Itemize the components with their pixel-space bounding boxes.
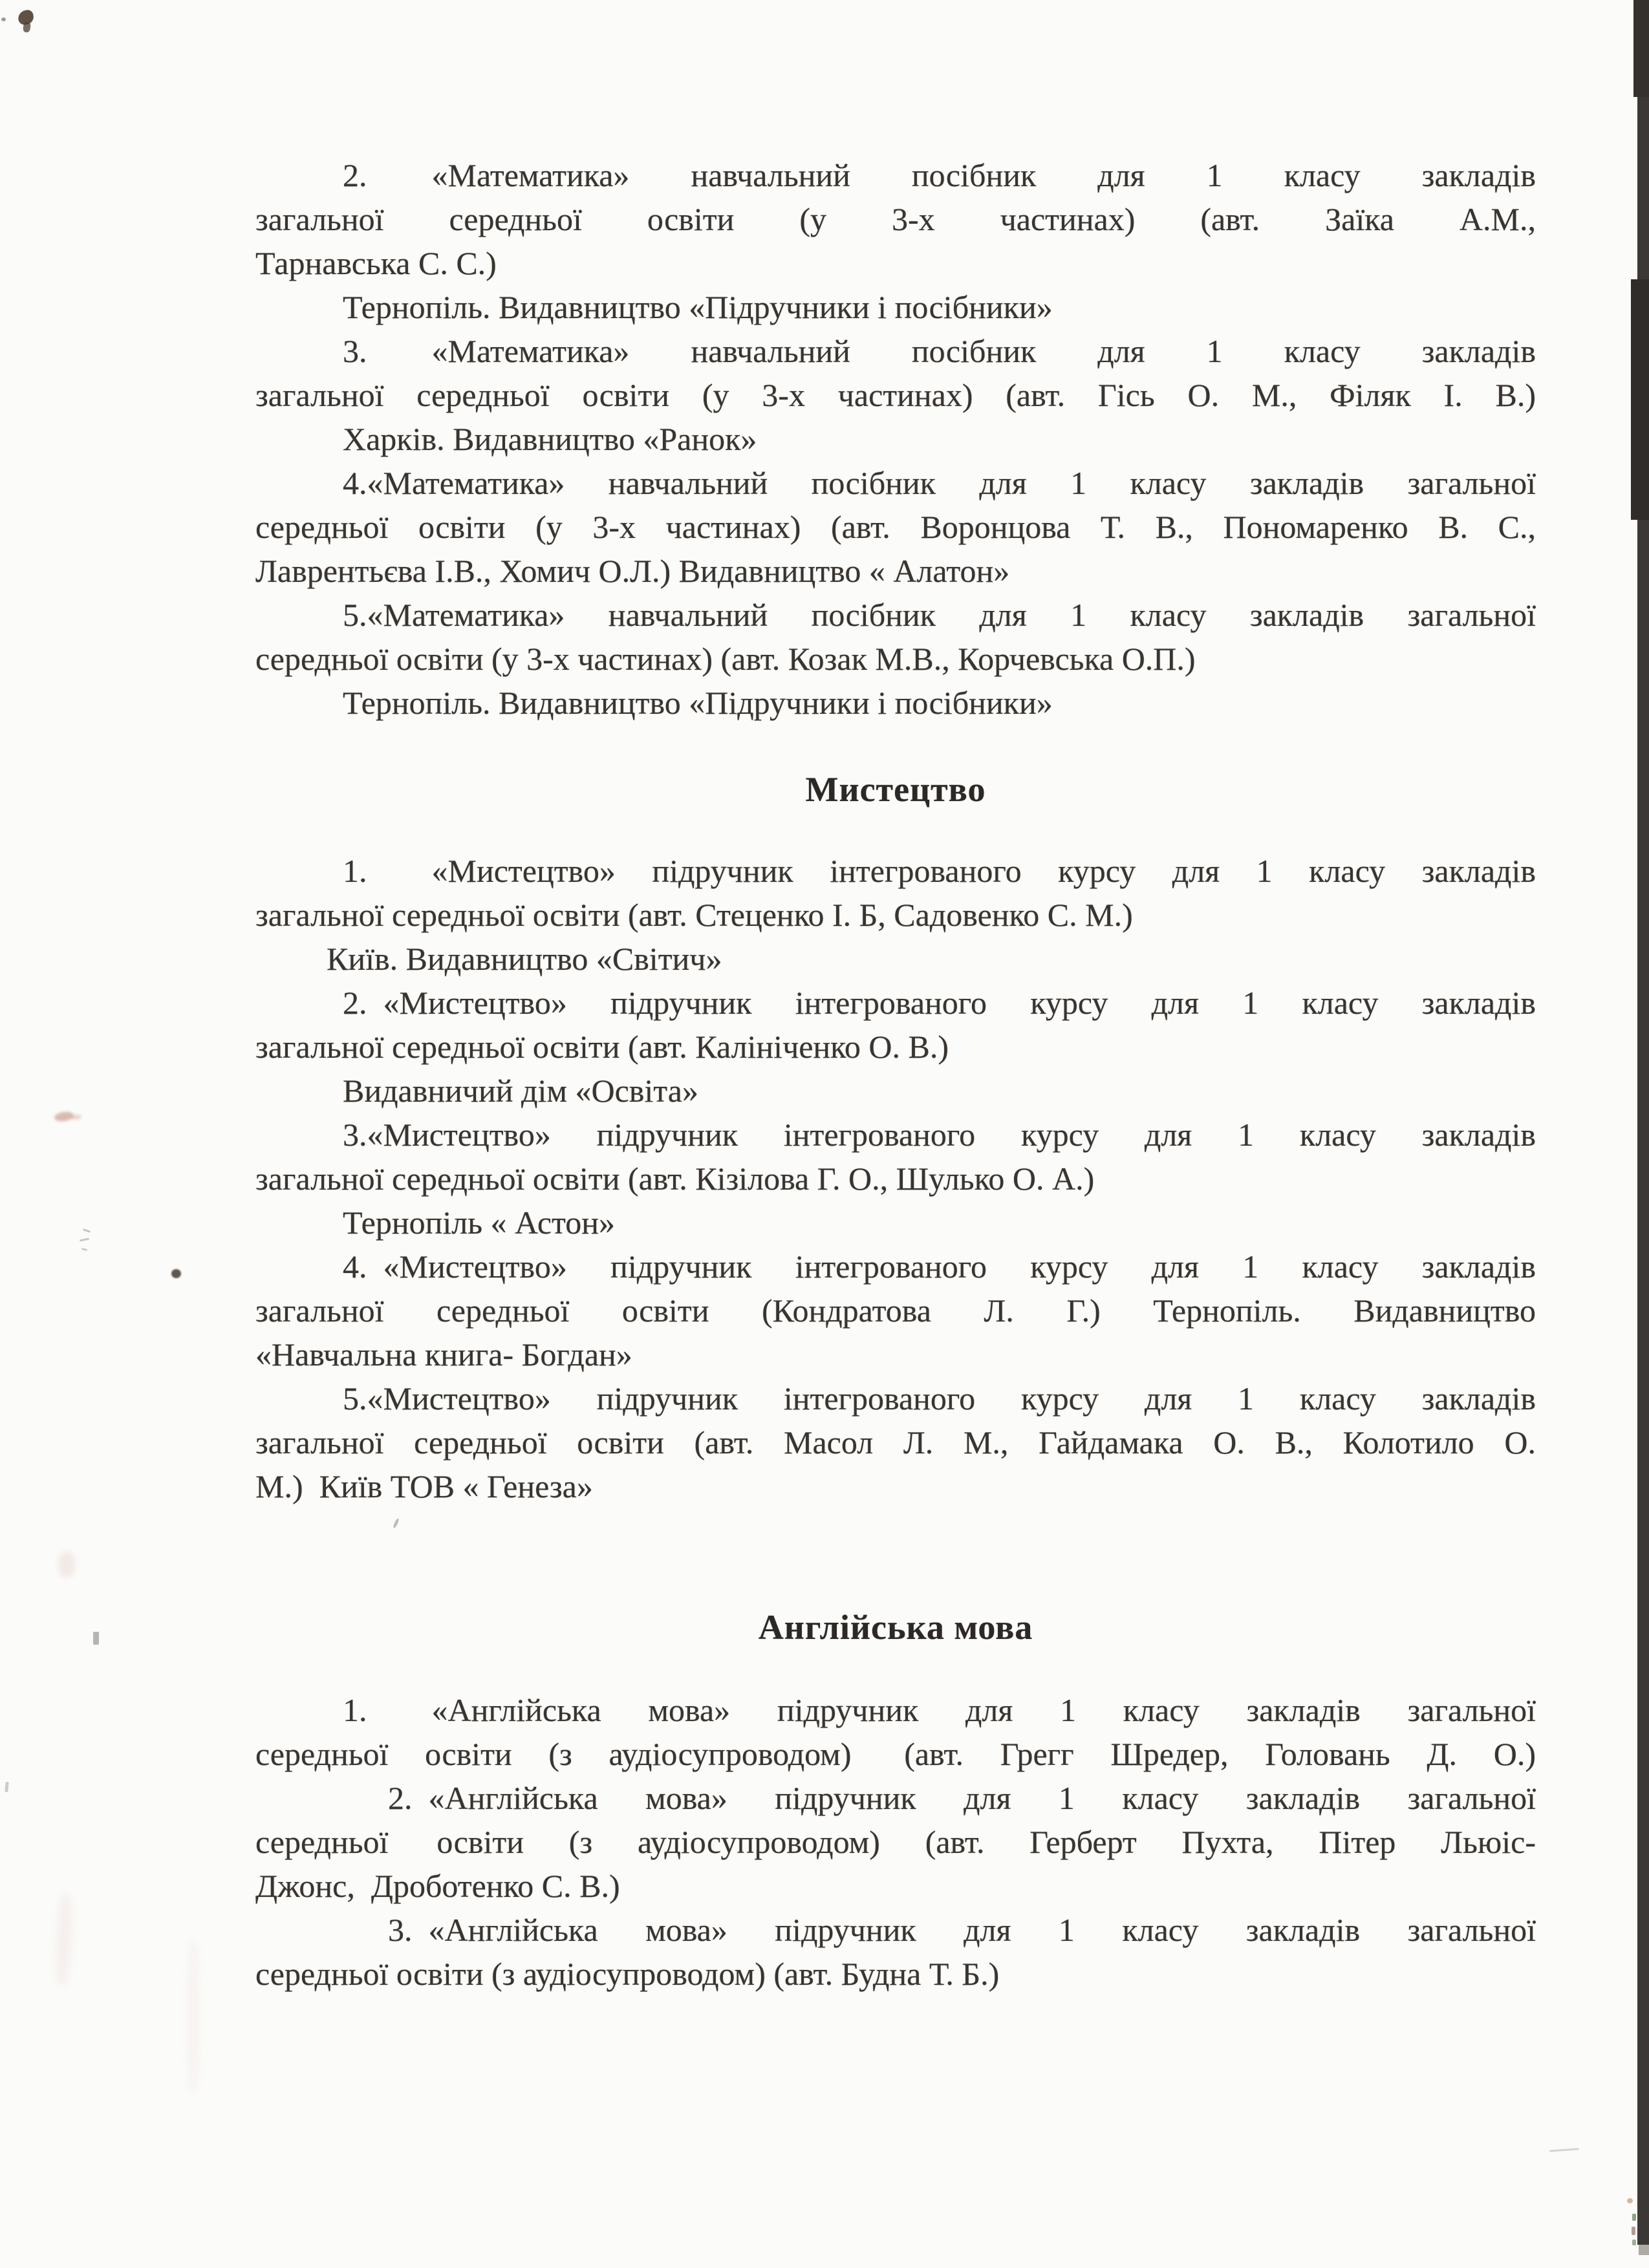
text-line: загальної середньої освіти (авт. Масол Л. М., Гайдамака О. В., Колотило О. [255,1424,1536,1460]
text-line: 4. «Мистецтво» підручник інтегрованого курсу для 1 класу закладів [343,1248,1536,1285]
scratch [1549,2148,1579,2152]
text-line: 5.«Мистецтво» підручник інтегрованого курсу для 1 класу закладів [343,1380,1536,1417]
textbook-list-item [255,1113,1536,1201]
pencil-mark-2 [80,1237,89,1241]
publisher-line [255,1069,1536,1113]
textbook-list-item [255,1376,1536,1508]
text-line: 4.«Математика» навчальний посібник для 1 класу закладів загальної [343,465,1536,501]
edge-strip [1637,0,1649,2245]
text-line: загальної середньої освіти (у 3-х частинах) (авт. Гісь О. М., Філяк І. В.) [255,377,1536,413]
textbook-list-item [255,153,1536,285]
text-line: загальної середньої освіти (у 3-х частинах) (авт. Заїка А.М., [255,201,1536,237]
margin-dash [93,1632,99,1645]
text-line: Тернопіль. Видавництво «Підручники і посібники» [343,289,1053,325]
text-line: середньої освіти (з аудіосупроводом) (авт. Грегг Шредер, Головань Д. О.) [255,1736,1536,1772]
text-line: загальної середньої освіти (авт. Стеценко І. Б, Садовенко С. М.) [255,897,1133,933]
text-line: Лаврентьєва І.В., Хомич О.Л.) Видавництво « Алатон» [255,553,1010,589]
text-line: 1. «Мистецтво» підручник інтегрованого курсу для 1 класу закладів [343,853,1536,889]
text-line: 3.«Мистецтво» підручник інтегрованого курсу для 1 класу закладів [343,1117,1536,1153]
publisher-line [255,285,1536,329]
pink-trail-3 [58,1552,75,1578]
text-line: «Навчальна книга- Богдан» [255,1336,632,1373]
edge-strip-tip [1639,2245,1649,2255]
text-line: 2. «Мистецтво» підручник інтегрованого курсу для 1 класу закладів [343,985,1536,1021]
text-line: 2. «Англійська мова» підручник для 1 класу закладів загальної [388,1780,1536,1816]
edge-mark-red [1632,2227,1635,2235]
text-line: Тернопіль « Астон» [343,1204,615,1241]
dark-dot [171,1269,181,1278]
text-line: середньої освіти (у 3-х частинах) (авт. Козак М.В., Корчевська О.П.) [255,641,1196,677]
edge-mark-green-2 [1632,2240,1636,2245]
publisher-line [255,417,1536,461]
text-line: середньої освіти (з аудіосупроводом) (авт. Герберт Пухта, Пітер Льюіс- [255,1824,1536,1860]
textbook-list-item [255,981,1536,1069]
ink-dot [1,17,6,21]
edge-mark-green-1 [1632,2214,1636,2221]
pink-trail-1 [54,1894,73,1985]
text-line: 1. «Англійська мова» підручник для 1 класу закладів загальної [343,1692,1536,1728]
orange-speck [1627,2198,1633,2203]
text-line: Київ. Видавництво «Світич» [327,941,722,977]
section-anhliiska-mova [255,1605,1536,1996]
textbook-list-item [255,1245,1536,1376]
text-line: середньої освіти (у 3-х частинах) (авт. Воронцова Т. В., Пономаренко В. С., [255,509,1536,545]
text-line: Тарнавська С. С.) [255,245,497,281]
ink-blot [17,9,35,27]
ink-blot-tail [23,21,31,32]
margin-tick [5,1782,8,1792]
pencil-mark-3 [81,1248,87,1251]
publisher-line [255,681,1536,725]
text-line: М.) Київ ТОВ « Генеза» [255,1468,593,1504]
red-smudge-tail [71,1114,82,1120]
text-line: Харків. Видавництво «Ранок» [343,421,757,457]
text-line: Джонс, Дроботенко С. В.) [255,1868,620,1904]
text-line: 3. «Англійська мова» підручник для 1 класу закладів загальної [388,1912,1536,1948]
textbook-list-item [255,461,1536,593]
text-line: загальної середньої освіти (авт. Калініченко О. В.) [255,1029,949,1065]
section-matematyka-continued [255,153,1536,725]
textbook-list-item [255,1776,1536,1908]
text-line: загальної середньої освіти (Кондратова Л. Г.) Тернопіль. Видавництво [255,1292,1536,1329]
publisher-line [255,937,1536,981]
pencil-mark-1 [83,1228,91,1233]
text-line: Тернопіль. Видавництво «Підручники і посібники» [343,685,1053,721]
text-line: загальної середньої освіти (авт. Кізілова Г. О., Шулько О. А.) [255,1161,1095,1197]
edge-strip-top [1633,0,1649,97]
section-mystetstvo [255,767,1536,1508]
pink-trail-2 [189,1940,198,2095]
section-heading: Англійська мова [758,1608,1033,1647]
text-line: Видавничий дім «Освіта» [343,1073,698,1109]
text-line: 3. «Математика» навчальний посібник для 1 класу закладів [343,333,1536,369]
section-heading: Мистецтво [805,770,986,809]
document-text-column [255,153,1536,1996]
textbook-list-item [255,329,1536,417]
textbook-list-item [255,1908,1536,1996]
edge-strip-bulge [1631,279,1649,520]
text-line: середньої освіти (з аудіосупроводом) (авт. Будна Т. Б.) [255,1956,1000,1992]
textbook-list-item [255,849,1536,937]
text-line: 5.«Математика» навчальний посібник для 1 класу закладів загальної [343,597,1536,633]
textbook-list-item [255,1688,1536,1776]
text-line: 2. «Математика» навчальний посібник для 1 класу закладів [343,157,1536,193]
textbook-list-item [255,593,1536,681]
publisher-line [255,1201,1536,1245]
red-smudge [54,1111,74,1122]
